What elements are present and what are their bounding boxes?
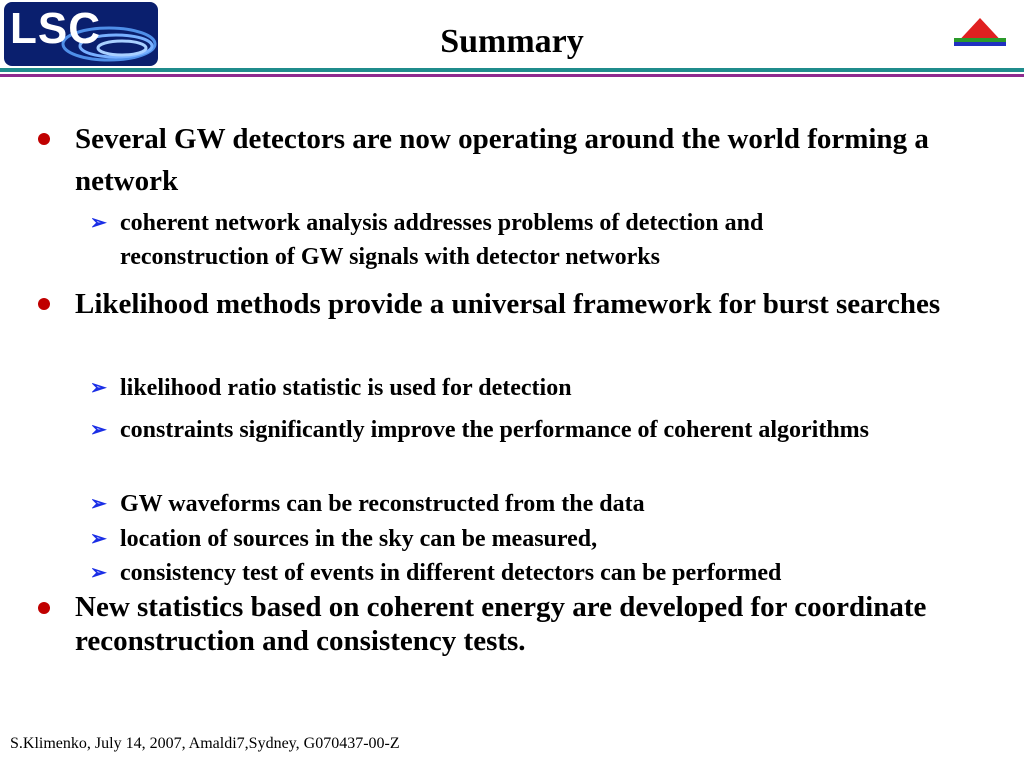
bullet-item — [38, 590, 968, 658]
sub-bullet-item — [90, 487, 890, 521]
bullet-dot-icon — [38, 298, 50, 310]
bullet-dot-icon — [38, 133, 50, 145]
footer-citation: S.Klimenko, July 14, 2007, Amaldi7,Sydney, G070437-00-Z — [10, 735, 400, 752]
logo-text: LSC — [10, 4, 101, 53]
sub-bullet-text: GW waveforms can be reconstructed from the data — [120, 491, 645, 517]
arrow-bullet-icon: ➢ — [90, 377, 107, 399]
sub-bullet-item — [90, 522, 890, 556]
sub-bullet-text: location of sources in the sky can be measured, — [120, 526, 598, 552]
bullet-item — [38, 283, 968, 325]
bullet-dot-icon — [38, 602, 50, 614]
sub-bullet-text: constraints significantly improve the performance of coherent algorithms — [120, 417, 870, 443]
sub-bullet-item — [90, 413, 890, 447]
bullet-item — [38, 118, 968, 202]
sub-bullet-item — [90, 556, 890, 590]
sub-bullet-item — [90, 371, 890, 405]
arrow-bullet-icon: ➢ — [90, 212, 107, 234]
bullet-text: Several GW detectors are now operating around the world forming a network — [75, 123, 929, 197]
sub-bullet-text: likelihood ratio statistic is used for detection — [120, 375, 572, 401]
bullet-text: Likelihood methods provide a universal framework for burst searches — [75, 288, 941, 320]
arrow-bullet-icon: ➢ — [90, 419, 107, 441]
page-title: Summary — [440, 23, 584, 60]
sub-bullet-item — [90, 206, 890, 274]
arrow-bullet-icon: ➢ — [90, 493, 107, 515]
sub-bullet-text: coherent network analysis addresses problems of detection and reconstruction of GW signals with detector networks — [120, 210, 764, 270]
arrow-bullet-icon: ➢ — [90, 528, 107, 550]
arrow-bullet-icon: ➢ — [90, 562, 107, 584]
bullet-text: New statistics based on coherent energy are developed for coordinate reconstruction and consistency tests. — [75, 591, 927, 657]
sub-bullet-text: consistency test of events in different detectors can be performed — [120, 560, 782, 586]
